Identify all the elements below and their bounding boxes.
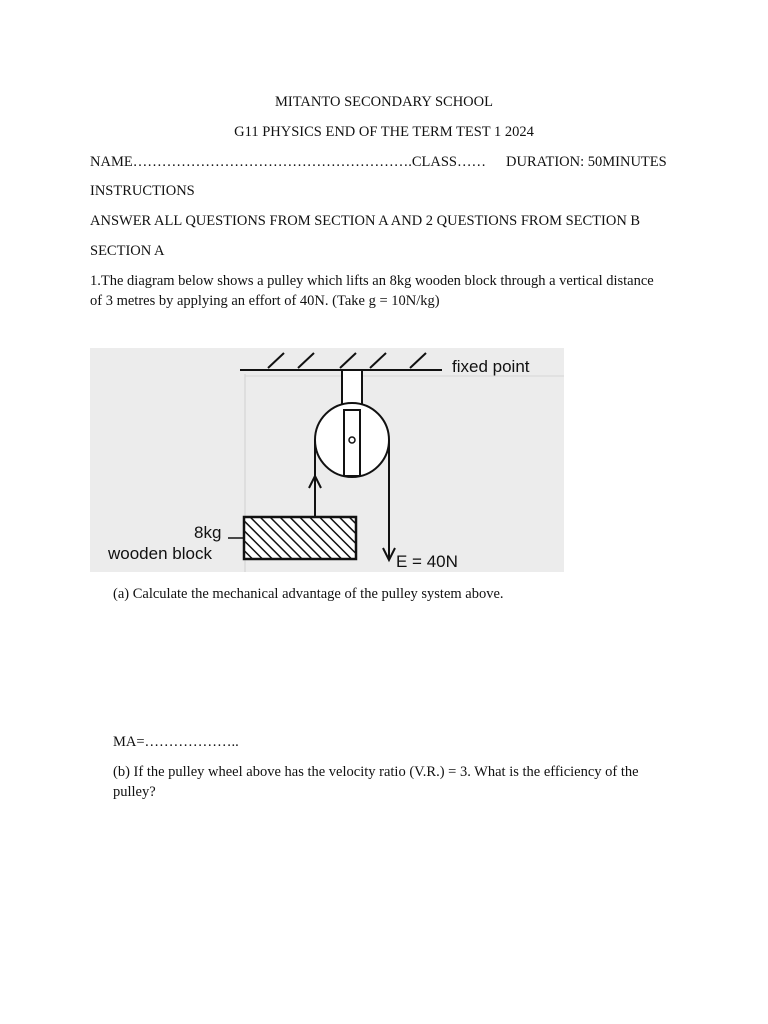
- instructions-text: ANSWER ALL QUESTIONS FROM SECTION A AND 2 QUESTIONS FROM SECTION B: [90, 213, 641, 229]
- name-class-line: NAME………………………………………………….CLASS……: [90, 154, 486, 170]
- duration: DURATION: 50MINUTES: [506, 154, 667, 170]
- section-a-heading: SECTION A: [90, 243, 165, 259]
- instructions-heading: INSTRUCTIONS: [90, 183, 195, 199]
- pulley-axle: [349, 437, 355, 443]
- mass-label: 8kg: [194, 523, 222, 542]
- part-a-question: (a) Calculate the mechanical advantage of the pulley system above.: [113, 586, 504, 602]
- fixed-point-label: fixed point: [452, 357, 530, 376]
- wooden-block: [244, 517, 356, 559]
- test-title: G11 PHYSICS END OF THE TERM TEST 1 2024: [234, 124, 534, 140]
- question-1-line-2: of 3 metres by applying an effort of 40N. (Take g = 10N/kg): [90, 293, 440, 309]
- ceiling-hatching: [268, 353, 426, 368]
- school-name: MITANTO SECONDARY SCHOOL: [275, 94, 493, 110]
- question-1-line-1: 1.The diagram below shows a pulley which lifts an 8kg wooden block through a vertical distance: [90, 273, 654, 289]
- ma-answer-line: MA=………………..: [113, 734, 239, 750]
- block-label: wooden block: [108, 544, 212, 563]
- effort-label: E = 40N: [396, 552, 458, 571]
- part-b-line-1: (b) If the pulley wheel above has the velocity ratio (V.R.) = 3. What is the efficiency of the: [113, 764, 639, 780]
- part-b-line-2: pulley?: [113, 784, 156, 800]
- pulley-diagram: [90, 348, 564, 572]
- pulley-diagram-svg: [90, 348, 564, 572]
